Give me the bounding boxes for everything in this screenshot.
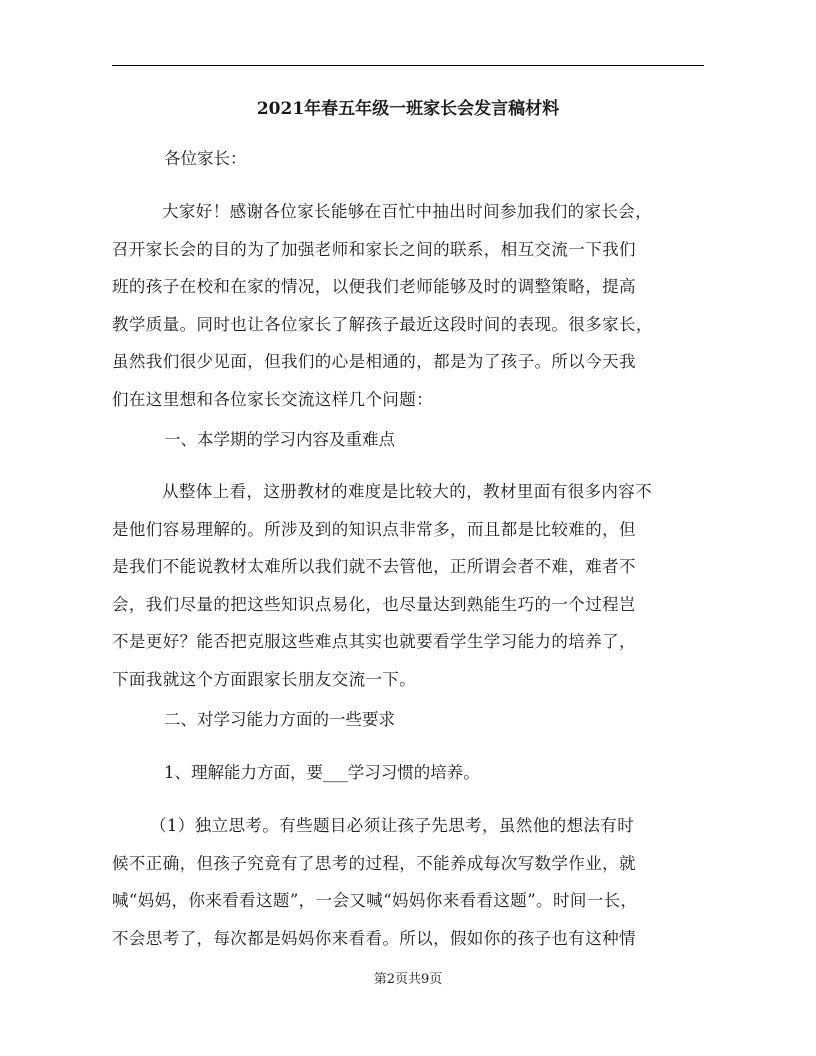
paragraph-line: 是他们容易理解的。所涉及到的知识点非常多，而且都是比较难的，但 [112, 519, 636, 539]
paragraph-line: 不会思考了，每次都是妈妈你来看看。所以，假如你的孩子也有这种情 [112, 928, 636, 948]
intro-paragraph [112, 199, 712, 424]
paragraph-line: 喊“妈妈，你来看看这题”，一会又喊“妈妈你来看看这题”。时间一长， [112, 891, 638, 910]
paragraph-line: 是我们不能说教材太难所以我们就不去管他，正所谓会者不难，难者不 [112, 557, 636, 576]
document-title: 2021年春五年级一班家长会发言稿材料 [256, 99, 560, 119]
section-heading-1: 一、本学期的学习内容及重难点 [164, 430, 395, 449]
paragraph-line: 不是更好？能否把克服这些难点其实也就要看学生学习能力的培养了， [112, 632, 636, 651]
paragraph-line: 班的孩子在校和在家的情况，以便我们老师能够及时的调整策略，提高 [112, 277, 636, 296]
paragraph-line: 教学质量。同时也让各位家长了解孩子最近这段时间的表现。很多家长， [112, 314, 653, 334]
list-item-1: 1、理解能力方面，要___学习习惯的培养。 [164, 763, 480, 782]
header-rule [112, 65, 704, 66]
section-heading-2: 二、对学习能力方面的一些要求 [164, 710, 395, 729]
page-number-footer: 第2页共9页 [373, 972, 443, 987]
paragraph-line: 们在这里想和各位家长交流这样几个问题： [112, 389, 434, 409]
section1-paragraph [112, 479, 712, 704]
paragraph-line: 候不正确，但孩子究竟有了思考的过程，不能养成每次写数学作业，就 [112, 853, 636, 873]
subitem-paragraph [112, 813, 712, 963]
paragraph-line: 下面我就这个方面跟家长朋友交流一下。 [112, 669, 417, 689]
paragraph-line: 大家好！感谢各位家长能够在百忙中抽出时间参加我们的家长会， [162, 202, 653, 221]
salutation: 各位家长： [164, 149, 247, 168]
paragraph-line: 会，我们尽量的把这些知识点易化，也尽量达到熟能生巧的一个过程岂 [112, 594, 636, 614]
paragraph-line: 虽然我们很少见面，但我们的心是相通的，都是为了孩子。所以今天我 [112, 352, 636, 371]
paragraph-line: （1）独立思考。有些题目必须让孩子先思考，虽然他的想法有时 [150, 816, 635, 835]
paragraph-line: 召开家长会的目的为了加强老师和家长之间的联系，相互交流一下我们 [112, 239, 636, 259]
paragraph-line: 从整体上看，这册教材的难度是比较大的，教材里面有很多内容不 [162, 482, 653, 501]
